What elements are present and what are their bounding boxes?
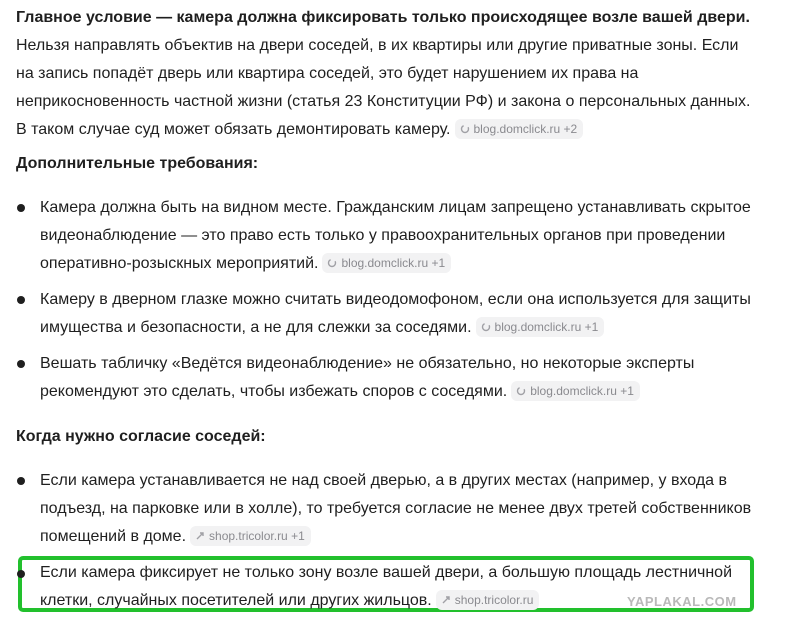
- list-item: [40, 194, 780, 278]
- link-icon: [195, 531, 205, 541]
- list-item-text: рекомендуют это сделать, чтобы избежать споров с соседями.: [40, 383, 508, 400]
- intro-line-4: [16, 116, 786, 144]
- list-item-line: Вешать табличку «Ведётся видеонаблюдение» не обязательно, но некоторые эксперты: [40, 355, 695, 372]
- list-item-line-last: [40, 250, 780, 278]
- list-item-text: оперативно-розыскных мероприятий.: [40, 255, 319, 272]
- source-chip[interactable]: [322, 253, 451, 273]
- consent-heading: Когда нужно согласие соседей:: [16, 428, 266, 445]
- source-chip[interactable]: [190, 526, 311, 546]
- intro-line-1: Нельзя направлять объектив на двери соседей, в их квартиры или другие приватные зоны. Если: [16, 37, 739, 54]
- list-item-line: Если камера фиксирует не только зону возле вашей двери, а большую площадь лестничной: [40, 564, 733, 581]
- list-item-line-last: [40, 523, 780, 551]
- source-chip[interactable]: [436, 590, 540, 610]
- source-chip[interactable]: [511, 381, 640, 401]
- source-link-icon: [481, 322, 491, 332]
- list-item-text: имущества и безопасности, а не для слежки за соседями.: [40, 319, 472, 336]
- requirements-heading: Дополнительные требования:: [16, 155, 259, 172]
- link-icon: [441, 595, 451, 605]
- source-chip[interactable]: [455, 119, 584, 139]
- list-item-line: Если камера устанавливается не над своей дверью, а в других местах (например, у входа в: [40, 472, 728, 489]
- bullet-dot: [17, 570, 25, 578]
- list-item-line: Камеру в дверном глазке можно считать видеодомофоном, если она используется для защиты: [40, 291, 751, 308]
- bullet-dot: [17, 477, 25, 485]
- list-item: [40, 467, 780, 551]
- source-chip-label: blog.domclick.ru +1: [341, 256, 446, 270]
- source-chip-label: shop.tricolor.ru: [454, 593, 534, 607]
- source-link-icon: [460, 124, 470, 134]
- source-chip-label: blog.domclick.ru +1: [494, 320, 599, 334]
- list-item-text: клетки, случайных посетителей или других жильцов.: [40, 592, 432, 609]
- bullet-dot: [17, 204, 25, 212]
- source-chip-label: blog.domclick.ru +1: [530, 384, 634, 398]
- intro-line-4-text: В таком случае суд может обязать демонтировать камеру.: [16, 121, 451, 138]
- source-link-icon: [516, 386, 526, 396]
- list-item-line: Камера должна быть на видном месте. Гражданским лицам запрещено устанавливать скрытое: [40, 199, 751, 216]
- list-item: [40, 350, 780, 406]
- source-chip-label: shop.tricolor.ru +1: [209, 529, 305, 543]
- list-item: [40, 286, 780, 342]
- intro-line-2: на запись попадёт дверь или квартира соседей, это будет нарушением их права на: [16, 65, 639, 82]
- list-item-line-last: [40, 378, 780, 406]
- source-chip[interactable]: [476, 317, 605, 337]
- intro-line-3: неприкосновенность частной жизни (статья 23 Конституции РФ) и закона о персональных данных.: [16, 93, 751, 110]
- list-item-text: помещений в доме.: [40, 528, 187, 545]
- bullet-dot: [17, 360, 25, 368]
- source-chip-label: blog.domclick.ru +2: [473, 122, 578, 136]
- main-condition-heading: Главное условие — камера должна фиксировать только происходящее возле вашей двери.: [16, 9, 750, 26]
- list-item-line: видеонаблюдение — это право есть только у правоохранительных органов при проведении: [40, 227, 726, 244]
- list-item-line-last: [40, 314, 780, 342]
- watermark: YAPLAKAL.COM: [627, 594, 737, 609]
- bullet-dot: [17, 296, 25, 304]
- list-item-line: подъезд, на парковке или в холле), то требуется согласие не менее двух третей собственников: [40, 500, 752, 517]
- source-link-icon: [327, 258, 337, 268]
